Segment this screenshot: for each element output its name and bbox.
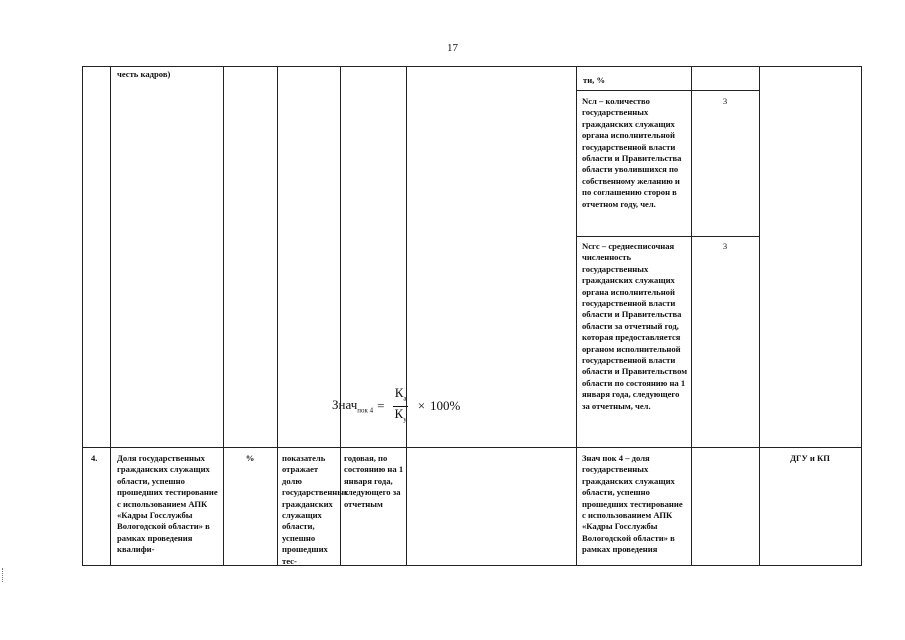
indicator-name: Доля государственных гражданских служащих области, успешно прошедших тестирование с использованием АПК «Кадры Госслужбы Вологодской области» в рамках проведения квалифи- [117,453,218,555]
column-divider [759,67,760,565]
formula-denominator: $К_у$ [394,405,407,424]
formula-equals: = [377,398,385,414]
row-divider [83,447,861,448]
column-divider [277,67,278,565]
formula-fraction [393,386,409,426]
indicator-name-continued: честь кадров) [117,69,171,79]
row-divider [576,90,759,91]
formula-times: × [417,398,426,414]
page-number: 17 [447,42,458,54]
formula-percent: 100% [430,398,461,414]
column-divider [576,67,577,565]
param-value-4: Знач пок 4 – доля государственных гражданских служащих области, успешно прошедших тестирование с использованием АПК «Кадры Госслужбы Вологодской области» в рамках проведения [582,453,683,555]
row-divider [576,236,759,237]
column-divider [691,67,692,565]
formula-numerator: $К_а$ [393,386,409,407]
indicator-unit: % [245,453,255,463]
param-n-resigned: Nсл – количество государственных гражданских служащих органа исполнительной государственной власти области и Правительства области уволившихся по собственному желанию и по соглашению сторон в отчетном году, чел. [582,96,682,209]
formula-lhs: Знач$_{пок 4}$ [332,397,374,415]
column-divider [110,67,111,565]
param-n-average-value: 3 [722,241,728,251]
margin-scan-mark [2,568,9,582]
responsible-body: ДГУ и КП [790,453,830,463]
indicator-table [82,66,862,566]
indicator-periodicity: годовая, по состоянию на 1 января года, следующего за отчетным [344,453,404,509]
indicator-formula [332,386,460,426]
column-divider [406,67,407,565]
row-number: 4. [91,453,98,463]
calc-header-continued: ти, % [583,75,606,85]
param-n-resigned-value: 3 [722,96,728,106]
param-n-average: Nсгс – среднесписочная численность государственных гражданских служащих органа исполнительной государственной власти области и Правительства области за отчетный год, которая предоставляется органом исполнительной государственной власти области и Правительством области по состоянию на 1 января года, следующего за отчетным, чел. [582,241,688,411]
column-divider [223,67,224,565]
indicator-definition: показатель отражает долю государственных гражданских служащих области, успешно прошедших тес- [282,453,349,566]
